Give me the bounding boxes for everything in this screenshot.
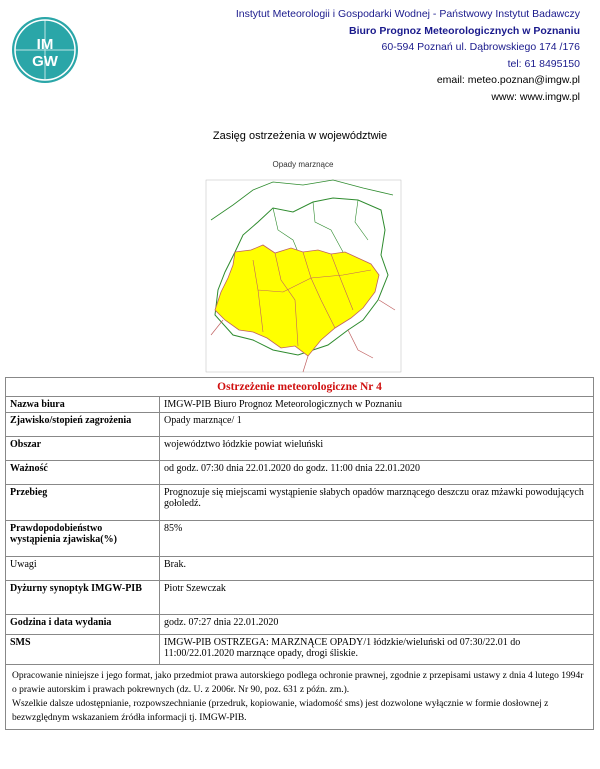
row-value: Piotr Szewczak bbox=[160, 581, 594, 615]
row-value: województwo łódzkie powiat wieluński bbox=[160, 437, 594, 461]
row-key: Dyżurny synoptyk IMGW-PIB bbox=[6, 581, 160, 615]
row-key: Ważność bbox=[6, 461, 160, 485]
imgw-logo bbox=[10, 10, 80, 96]
map-label: Opady marznące bbox=[272, 160, 334, 169]
warning-title: Ostrzeżenie meteorologiczne Nr 4 bbox=[6, 378, 594, 397]
table-row bbox=[6, 485, 594, 521]
table-row bbox=[6, 437, 594, 461]
table-row bbox=[6, 397, 594, 413]
row-value: godz. 07:27 dnia 22.01.2020 bbox=[160, 615, 594, 635]
row-value: IMGW-PIB Biuro Prognoz Meteorologicznych w Poznaniu bbox=[160, 397, 594, 413]
row-key: Uwagi bbox=[6, 557, 160, 581]
row-key: Przebieg bbox=[6, 485, 160, 521]
table-row bbox=[6, 461, 594, 485]
table-row bbox=[6, 413, 594, 437]
svg-text:GW: GW bbox=[32, 53, 58, 70]
office-header bbox=[236, 6, 580, 105]
row-key: Zjawisko/stopień zagrożenia bbox=[6, 413, 160, 437]
row-key: Prawdopodobieństwo wystąpienia zjawiska(%) bbox=[6, 521, 160, 557]
row-key: Nazwa biura bbox=[6, 397, 160, 413]
office-address: 60-594 Poznań ul. Dąbrowskiego 174 /176 bbox=[381, 41, 580, 53]
svg-text:IM: IM bbox=[36, 36, 54, 53]
distribution-text: Wszelkie dalsze udostępnianie, rozpowszechnianie (przedruk, kopiowanie, wiadomość sms) jest dozwolone wyłącznie w formie dosłownej z bezwzględnym wskazaniem źródła informacji tj. IMGW-PIB. bbox=[12, 699, 549, 723]
row-value: Brak. bbox=[160, 557, 594, 581]
institute-name: Instytut Meteorologii i Gospodarki Wodnej - Państwowy Instytut Badawczy bbox=[235, 8, 580, 20]
map-graphic bbox=[203, 160, 403, 375]
row-value: IMGW-PIB OSTRZEGA: MARZNĄCE OPADY/1 łódzkie/wieluński od 07:30/22.01 do 11:00/22.01.2020 marznące opady, drogi śliskie. bbox=[160, 635, 594, 665]
row-value: Prognozuje się miejscami wystąpienie słabych opadów marznącego deszczu oraz mżawki powodujących gołoledź. bbox=[160, 485, 594, 521]
office-name: Biuro Prognoz Meteorologicznych w Poznaniu bbox=[348, 24, 580, 37]
row-key: SMS bbox=[6, 635, 160, 665]
office-phone: tel: 61 8495150 bbox=[507, 57, 580, 70]
row-value: 85% bbox=[160, 521, 594, 557]
row-value: Opady marznące/ 1 bbox=[160, 413, 594, 437]
warning-map bbox=[203, 160, 403, 375]
table-row bbox=[6, 521, 594, 557]
section-title: Zasięg ostrzeżenia w województwie bbox=[212, 130, 388, 142]
office-email: email: meteo.poznan@imgw.pl bbox=[436, 74, 580, 86]
row-key: Godzina i data wydania bbox=[6, 615, 160, 635]
row-value: od godz. 07:30 dnia 22.01.2020 do godz. 11:00 dnia 22.01.2020 bbox=[160, 461, 594, 485]
copyright-notice bbox=[6, 665, 594, 730]
table-row bbox=[6, 635, 594, 665]
table-row bbox=[6, 581, 594, 615]
table-row bbox=[6, 557, 594, 581]
table-row bbox=[6, 615, 594, 635]
row-key: Obszar bbox=[6, 437, 160, 461]
warning-table bbox=[5, 377, 594, 730]
office-website: www: www.imgw.pl bbox=[491, 90, 580, 103]
copyright-text: Opracowanie niniejsze i jego format, jako przedmiot prawa autorskiego podlega ochronie prawnej, zgodnie z przepisami ustawy z dnia 4 lutego 1994r o prawie autorskim i prawach pokrewnych (dz. U. z 2006r. Nr 90, poz. 631 z późn. zm.). bbox=[12, 671, 584, 695]
